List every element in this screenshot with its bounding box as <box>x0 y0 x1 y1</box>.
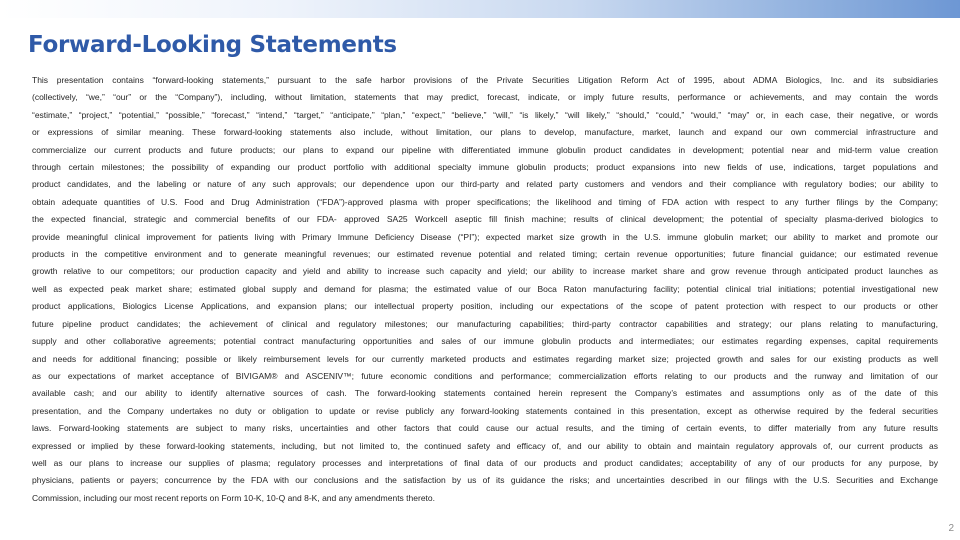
body-text-line: available cash; and our ability to identify alternative sources of cash. The forward-looking statements contained herein represent the Company’s estimates and assumptions only as of the date of this <box>32 388 938 399</box>
body-text-line: Commission, including our most recent reports on Form 10-K, 10-Q and 8-K, and any amendments thereto. <box>32 492 435 503</box>
body-text-line: commercialize our current products and future products; our plans to expand our pipeline with differentiated immune globulin product candidates in development; potential near and mid-term value creation <box>32 144 938 155</box>
body-text-line: (collectively, “we,” “our” or the “Company”), including, without limitation, statements that may predict, forecast, indicate, or imply future results, performance or achievements, and may contain the words <box>32 92 938 103</box>
body-text-line: presentation, and the Company undertakes no duty or obligation to update or revise publicly any forward-looking statements contained in this presentation, except as otherwise required by the federal securities <box>32 405 938 416</box>
body-text-line: and needs for additional financing; possible or likely reimbursement levels for our currently marketed products and estimates regarding market size; projected growth and sales for our existing products as well <box>32 353 938 364</box>
slide-title: Forward-Looking Statements <box>28 32 397 58</box>
body-text-line: product applications, Biologics License Applications, and expansion plans; our intellectual property position, including our expectations of the scope of patent protection with respect to our products or other <box>32 301 938 312</box>
body-text-line: “estimate,” “project,” “potential,” “possible,” “forecast,” “intend,” “target,” “anticipate,” “plan,” “expect,” “believe,” “will,” “is likely,” “will likely,” “should,” “could,” “would,” “may” or, in each case, their negative, or words <box>32 109 938 120</box>
body-text-line: through certain milestones; the possibility of expanding our product portfolio with additional specialty immune globulin products; product expansions into new fields of use, indications, target populations and <box>32 162 938 173</box>
page-number: 2 <box>948 523 954 534</box>
body-text-line: This presentation contains “forward-looking statements,” pursuant to the safe harbor provisions of the Private Securities Litigation Reform Act of 1995, about ADMA Biologics, Inc. and its subsidiaries <box>32 75 938 85</box>
body-text-line: product candidates, and the labeling or nature of any such approvals; our dependence upon our third-party and related party customers and vendors and their compliance with regulatory bodies; our ability to <box>32 179 938 190</box>
header-gradient-band <box>0 0 960 18</box>
disclaimer-body <box>32 72 938 507</box>
body-text-line: obtain adequate quantities of U.S. Food and Drug Administration (“FDA”)-approved plasma with proper specifications; the likelihood and timing of FDA action with respect to any further filings by the Company; <box>32 196 938 207</box>
body-text-line: future pipeline product candidates; the achievement of clinical and regulatory milestones; our manufacturing capabilities; third-party contractor capabilities and strategy; our plans relating to manufacturing, <box>32 318 938 329</box>
body-text-line: as our expectations of market acceptance of BIVIGAM® and ASCENIV™; future economic conditions and performance; commercialization efforts relating to our products and the runway and limitation of our <box>32 370 938 381</box>
body-text-line: products in the competitive environment and to generate meaningful revenues; our estimated revenue potential and related timing; certain revenue opportunities; future financial guidance; our estimated revenue <box>32 249 938 260</box>
body-text-line: the expected financial, strategic and commercial benefits of our FDA- approved SA25 Workcell aseptic fill finish machine; results of clinical development; the potential of specialty plasma-derived biologics to <box>32 214 938 225</box>
body-text-line: or expressions of similar meaning. These forward-looking statements also include, without limitation, our plans to develop, manufacture, market, launch and expand our own commercial infrastructure and <box>32 127 938 138</box>
body-text-line: physicians, patients or payers; concurrence by the FDA with our conclusions and the satisfaction by us of its guidance the risks; and uncertainties described in our filings with the U.S. Securities and Exchange <box>32 475 938 486</box>
body-text-line: well as our plans to increase our supplies of plasma; regulatory processes and interpretations of final data of our products and product candidates; acceptability of any of our products for any purpose, by <box>32 457 938 468</box>
body-text-line: well as expected peak market share; estimated global supply and demand for plasma; the estimated value of our Boca Raton manufacturing facility; potential clinical trial initiations; potential investigational new <box>32 283 938 294</box>
body-text-line: expressed or implied by these forward-looking statements, including, but not limited to, the continued safety and efficacy of, and our ability to obtain and maintain regulatory approvals of, our current products as <box>32 440 938 451</box>
body-text-line: growth relative to our competitors; our production capacity and yield and ability to increase such capacity and yield; our ability to increase market share and grow revenue through anticipated product launches as <box>32 266 938 277</box>
body-text-line: supply and other collaborative agreements; potential contract manufacturing opportunities and sales of our immune globulin products and intermediates; our estimates regarding expenses, capital requirements <box>32 336 938 347</box>
body-text-line: laws. Forward-looking statements are subject to many risks, uncertainties and other factors that could cause our actual results, and the timing of certain events, to differ materially from any future results <box>32 423 938 434</box>
body-text-line: provide meaningful clinical improvement for patients living with Primary Immune Deficiency Disease (“PI”); expected market size growth in the U.S. immune globulin market; our ability to market and promote our <box>32 231 938 242</box>
